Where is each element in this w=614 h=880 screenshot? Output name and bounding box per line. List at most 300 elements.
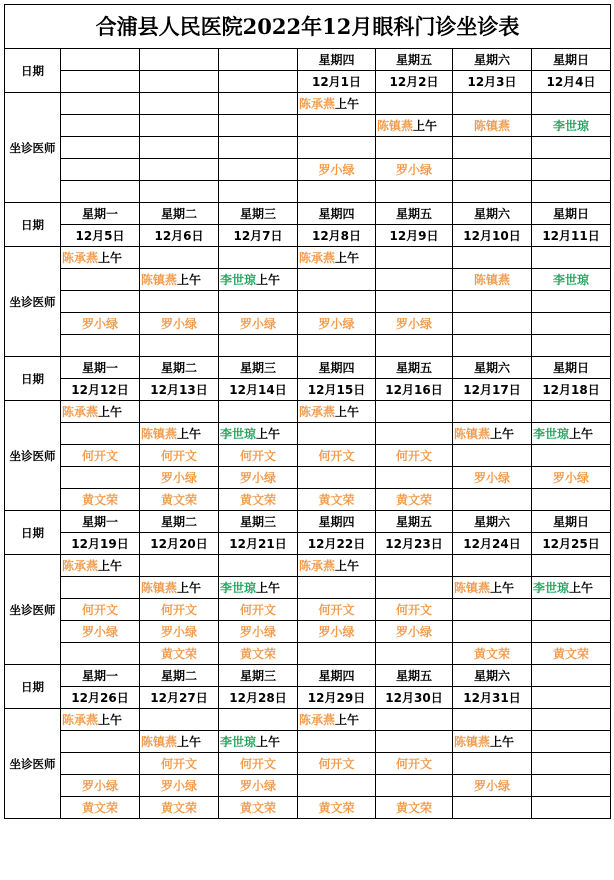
doctor-name: 陈承燕: [62, 250, 99, 265]
doctor-cell: [453, 401, 532, 423]
doctor-name: 黄文荣: [160, 646, 197, 661]
doctor-name: 何开文: [81, 602, 118, 617]
doctor-cell: [61, 467, 140, 489]
doctor-cell: [298, 159, 376, 181]
doctor-cell: [298, 489, 376, 511]
doctor-cell: [140, 577, 219, 599]
session-am-label: 上午: [569, 580, 594, 595]
session-am-label: 上午: [256, 272, 281, 287]
doctor-name: 罗小绿: [160, 778, 197, 793]
doctor-cell: [61, 93, 140, 115]
doctor-cell: [376, 489, 453, 511]
doctor-name: 黄文荣: [473, 646, 510, 661]
doctor-label: 坐诊医师: [5, 709, 61, 819]
doctor-cell: [140, 423, 219, 445]
date-cell: [140, 71, 219, 93]
doctor-cell: [532, 489, 611, 511]
doctor-cell: [140, 181, 219, 203]
doctor-name: 黄文荣: [81, 492, 118, 507]
session-am-label: 上午: [335, 712, 360, 727]
doctor-row: [5, 555, 611, 577]
doctor-cell: [376, 731, 453, 753]
doctor-name: 李世琼: [220, 272, 257, 287]
doctor-cell: [219, 621, 298, 643]
date-cell: 12月19日: [61, 533, 140, 555]
date-cell: 12月22日: [298, 533, 376, 555]
weekday-cell: [61, 49, 140, 71]
weekday-cell: 星期五: [376, 49, 453, 71]
doctor-name: 何开文: [160, 448, 197, 463]
weekday-cell: 星期日: [532, 357, 611, 379]
doctor-cell: [219, 269, 298, 291]
doctor-cell: [376, 467, 453, 489]
doctor-cell: [298, 643, 376, 665]
date-row: [5, 533, 611, 555]
doctor-cell: [298, 621, 376, 643]
doctor-name: 何开文: [318, 448, 355, 463]
doctor-cell: [532, 115, 611, 137]
date-cell: 12月9日: [376, 225, 453, 247]
date-row: [5, 71, 611, 93]
session-am-label: 上午: [98, 558, 123, 573]
doctor-row: [5, 577, 611, 599]
weekday-cell: 星期六: [453, 203, 532, 225]
doctor-cell: [298, 555, 376, 577]
doctor-cell: [453, 313, 532, 335]
doctor-cell: [219, 797, 298, 819]
doctor-cell: [61, 731, 140, 753]
date-cell: 12月23日: [376, 533, 453, 555]
date-cell: 12月6日: [140, 225, 219, 247]
doctor-cell: [61, 269, 140, 291]
doctor-cell: [61, 401, 140, 423]
doctor-cell: [61, 555, 140, 577]
doctor-name: 陈承燕: [299, 712, 336, 727]
doctor-cell: [298, 313, 376, 335]
doctor-name: 何开文: [395, 448, 432, 463]
doctor-cell: [140, 555, 219, 577]
date-label: 日期: [5, 665, 61, 709]
doctor-name: 罗小绿: [395, 162, 432, 177]
doctor-cell: [219, 467, 298, 489]
doctor-name: 何开文: [239, 756, 276, 771]
doctor-row: [5, 159, 611, 181]
doctor-cell: [298, 115, 376, 137]
doctor-cell: [532, 731, 611, 753]
doctor-name: 罗小绿: [239, 624, 276, 639]
session-am-label: 上午: [177, 734, 202, 749]
date-cell: 12月5日: [61, 225, 140, 247]
doctor-cell: [140, 775, 219, 797]
doctor-cell: [140, 445, 219, 467]
doctor-cell: [219, 247, 298, 269]
date-cell: 12月3日: [453, 71, 532, 93]
doctor-name: 何开文: [160, 602, 197, 617]
doctor-cell: [140, 269, 219, 291]
doctor-row: [5, 247, 611, 269]
session-am-label: 上午: [335, 404, 360, 419]
doctor-cell: [298, 797, 376, 819]
doctor-cell: [532, 181, 611, 203]
weekday-cell: 星期五: [376, 665, 453, 687]
date-cell: 12月30日: [376, 687, 453, 709]
doctor-cell: [61, 313, 140, 335]
doctor-cell: [453, 599, 532, 621]
doctor-row: [5, 401, 611, 423]
weekday-cell: [140, 49, 219, 71]
doctor-row: [5, 643, 611, 665]
doctor-row: [5, 181, 611, 203]
doctor-cell: [532, 423, 611, 445]
weekday-cell: 星期四: [298, 203, 376, 225]
weekday-cell: 星期四: [298, 357, 376, 379]
doctor-cell: [453, 159, 532, 181]
doctor-cell: [219, 115, 298, 137]
doctor-label: 坐诊医师: [5, 93, 61, 203]
doctor-name: 何开文: [318, 602, 355, 617]
doctor-row: [5, 335, 611, 357]
doctor-cell: [376, 643, 453, 665]
date-cell: 12月12日: [61, 379, 140, 401]
session-am-label: 上午: [177, 580, 202, 595]
doctor-name: 罗小绿: [239, 470, 276, 485]
doctor-name: 罗小绿: [473, 470, 510, 485]
doctor-name: 黄文荣: [318, 800, 355, 815]
date-label: 日期: [5, 511, 61, 555]
doctor-cell: [376, 423, 453, 445]
doctor-cell: [298, 467, 376, 489]
doctor-cell: [219, 423, 298, 445]
doctor-cell: [532, 577, 611, 599]
doctor-cell: [298, 709, 376, 731]
schedule-frame: [4, 4, 611, 819]
doctor-cell: [376, 159, 453, 181]
day-header-row: [5, 357, 611, 379]
doctor-name: 陈承燕: [299, 558, 336, 573]
day-header-row: [5, 511, 611, 533]
doctor-cell: [376, 137, 453, 159]
doctor-name: 何开文: [395, 602, 432, 617]
doctor-name: 李世琼: [220, 734, 257, 749]
session-am-label: 上午: [256, 734, 281, 749]
doctor-cell: [376, 753, 453, 775]
doctor-name: 李世琼: [553, 272, 590, 287]
doctor-cell: [532, 247, 611, 269]
date-cell: 12月24日: [453, 533, 532, 555]
page-title: 合浦县人民医院2022年12月眼科门诊坐诊表: [5, 5, 611, 49]
doctor-name: 陈承燕: [299, 250, 336, 265]
doctor-cell: [532, 467, 611, 489]
doctor-cell: [140, 489, 219, 511]
doctor-name: 陈承燕: [299, 96, 336, 111]
doctor-name: 陈镇燕: [141, 426, 178, 441]
doctor-cell: [298, 335, 376, 357]
doctor-cell: [376, 577, 453, 599]
doctor-name: 陈承燕: [62, 404, 99, 419]
date-cell: 12月31日: [453, 687, 532, 709]
weekday-cell: 星期日: [532, 511, 611, 533]
weekday-cell: 星期二: [140, 665, 219, 687]
doctor-name: 李世琼: [553, 118, 590, 133]
doctor-cell: [140, 621, 219, 643]
session-am-label: 上午: [335, 250, 360, 265]
doctor-cell: [140, 467, 219, 489]
doctor-cell: [61, 599, 140, 621]
doctor-name: 罗小绿: [160, 624, 197, 639]
doctor-cell: [219, 709, 298, 731]
doctor-cell: [61, 115, 140, 137]
doctor-name: 罗小绿: [553, 470, 590, 485]
doctor-cell: [61, 445, 140, 467]
doctor-name: 陈镇燕: [473, 272, 510, 287]
doctor-cell: [219, 643, 298, 665]
doctor-cell: [61, 489, 140, 511]
session-am-label: 上午: [490, 580, 515, 595]
doctor-name: 何开文: [395, 756, 432, 771]
doctor-cell: [453, 93, 532, 115]
session-am-label: 上午: [490, 734, 515, 749]
doctor-name: 罗小绿: [318, 162, 355, 177]
doctor-name: 黄文荣: [239, 492, 276, 507]
doctor-cell: [140, 753, 219, 775]
doctor-cell: [376, 797, 453, 819]
doctor-cell: [61, 775, 140, 797]
doctor-cell: [140, 137, 219, 159]
date-cell: 12月13日: [140, 379, 219, 401]
doctor-cell: [298, 445, 376, 467]
doctor-name: 何开文: [160, 756, 197, 771]
date-cell: 12月7日: [219, 225, 298, 247]
weekday-cell: 星期日: [532, 203, 611, 225]
doctor-cell: [219, 753, 298, 775]
doctor-cell: [219, 775, 298, 797]
doctor-cell: [219, 599, 298, 621]
doctor-cell: [219, 93, 298, 115]
doctor-cell: [532, 599, 611, 621]
doctor-cell: [298, 291, 376, 313]
doctor-cell: [453, 335, 532, 357]
doctor-cell: [453, 467, 532, 489]
doctor-row: [5, 599, 611, 621]
date-label: 日期: [5, 357, 61, 401]
doctor-row: [5, 797, 611, 819]
session-am-label: 上午: [335, 558, 360, 573]
doctor-name: 罗小绿: [81, 624, 118, 639]
doctor-cell: [140, 93, 219, 115]
doctor-cell: [532, 159, 611, 181]
doctor-name: 李世琼: [220, 580, 257, 595]
weekday-cell: 星期二: [140, 203, 219, 225]
doctor-cell: [453, 731, 532, 753]
day-header-row: [5, 665, 611, 687]
doctor-cell: [453, 621, 532, 643]
day-header-row: [5, 49, 611, 71]
doctor-cell: [532, 643, 611, 665]
doctor-cell: [532, 93, 611, 115]
date-cell: 12月29日: [298, 687, 376, 709]
doctor-cell: [532, 775, 611, 797]
date-cell: 12月27日: [140, 687, 219, 709]
doctor-name: 李世琼: [533, 580, 570, 595]
weekday-cell: 星期五: [376, 357, 453, 379]
doctor-cell: [140, 599, 219, 621]
doctor-row: [5, 115, 611, 137]
doctor-cell: [298, 423, 376, 445]
date-row: [5, 225, 611, 247]
doctor-cell: [453, 269, 532, 291]
doctor-name: 罗小绿: [160, 470, 197, 485]
doctor-cell: [61, 159, 140, 181]
doctor-name: 陈镇燕: [454, 580, 491, 595]
doctor-row: [5, 489, 611, 511]
weekday-cell: 星期五: [376, 203, 453, 225]
doctor-cell: [453, 489, 532, 511]
doctor-name: 陈镇燕: [473, 118, 510, 133]
doctor-cell: [219, 401, 298, 423]
weekday-cell: 星期三: [219, 357, 298, 379]
doctor-name: 何开文: [318, 756, 355, 771]
date-cell: 12月21日: [219, 533, 298, 555]
doctor-cell: [453, 291, 532, 313]
doctor-cell: [453, 797, 532, 819]
date-row: [5, 379, 611, 401]
doctor-cell: [376, 335, 453, 357]
doctor-cell: [219, 577, 298, 599]
doctor-row: [5, 269, 611, 291]
doctor-cell: [219, 335, 298, 357]
doctor-label: 坐诊医师: [5, 555, 61, 665]
doctor-name: 黄文荣: [395, 492, 432, 507]
weekday-cell: 星期二: [140, 511, 219, 533]
date-cell: 12月16日: [376, 379, 453, 401]
date-cell: 12月4日: [532, 71, 611, 93]
doctor-name: 黄文荣: [239, 646, 276, 661]
weekday-cell: 星期日: [532, 49, 611, 71]
date-cell: 12月15日: [298, 379, 376, 401]
doctor-cell: [298, 137, 376, 159]
doctor-cell: [532, 137, 611, 159]
doctor-cell: [219, 137, 298, 159]
doctor-cell: [140, 643, 219, 665]
doctor-cell: [140, 115, 219, 137]
doctor-cell: [532, 313, 611, 335]
weekday-cell: 星期二: [140, 357, 219, 379]
doctor-cell: [219, 313, 298, 335]
doctor-cell: [376, 555, 453, 577]
doctor-cell: [376, 445, 453, 467]
doctor-cell: [453, 753, 532, 775]
doctor-name: 黄文荣: [318, 492, 355, 507]
date-cell: [61, 71, 140, 93]
doctor-name: 李世琼: [533, 426, 570, 441]
doctor-name: 黄文荣: [81, 800, 118, 815]
session-am-label: 上午: [256, 580, 281, 595]
doctor-name: 陈镇燕: [141, 272, 178, 287]
schedule-table: [4, 4, 611, 819]
doctor-cell: [532, 621, 611, 643]
doctor-cell: [61, 753, 140, 775]
doctor-cell: [532, 291, 611, 313]
doctor-name: 陈镇燕: [141, 580, 178, 595]
weekday-cell: 星期三: [219, 665, 298, 687]
doctor-cell: [61, 577, 140, 599]
doctor-cell: [532, 445, 611, 467]
doctor-row: [5, 621, 611, 643]
doctor-row: [5, 423, 611, 445]
session-am-label: 上午: [98, 712, 123, 727]
doctor-name: 黄文荣: [239, 800, 276, 815]
doctor-cell: [376, 93, 453, 115]
doctor-cell: [140, 335, 219, 357]
weekday-cell: 星期六: [453, 357, 532, 379]
doctor-cell: [532, 269, 611, 291]
doctor-cell: [219, 489, 298, 511]
doctor-cell: [453, 709, 532, 731]
doctor-name: 罗小绿: [239, 778, 276, 793]
weekday-cell: 星期一: [61, 511, 140, 533]
doctor-name: 陈承燕: [62, 558, 99, 573]
doctor-cell: [453, 775, 532, 797]
weekday-cell: 星期四: [298, 49, 376, 71]
session-am-label: 上午: [98, 250, 123, 265]
doctor-name: 罗小绿: [473, 778, 510, 793]
doctor-name: 罗小绿: [395, 624, 432, 639]
doctor-name: 陈镇燕: [377, 118, 414, 133]
date-cell: 12月2日: [376, 71, 453, 93]
doctor-cell: [376, 709, 453, 731]
session-am-label: 上午: [490, 426, 515, 441]
doctor-cell: [219, 181, 298, 203]
doctor-cell: [453, 643, 532, 665]
doctor-cell: [140, 401, 219, 423]
session-am-label: 上午: [256, 426, 281, 441]
doctor-cell: [61, 643, 140, 665]
doctor-row: [5, 731, 611, 753]
doctor-cell: [532, 709, 611, 731]
doctor-cell: [298, 731, 376, 753]
doctor-name: 陈镇燕: [454, 734, 491, 749]
doctor-row: [5, 709, 611, 731]
doctor-cell: [61, 137, 140, 159]
weekday-cell: 星期四: [298, 511, 376, 533]
doctor-row: [5, 137, 611, 159]
doctor-name: 黄文荣: [395, 800, 432, 815]
day-header-row: [5, 203, 611, 225]
doctor-row: [5, 445, 611, 467]
doctor-cell: [376, 291, 453, 313]
doctor-cell: [140, 313, 219, 335]
session-am-label: 上午: [98, 404, 123, 419]
doctor-cell: [298, 93, 376, 115]
weekday-cell: 星期五: [376, 511, 453, 533]
doctor-cell: [61, 181, 140, 203]
date-cell: 12月25日: [532, 533, 611, 555]
doctor-name: 陈镇燕: [454, 426, 491, 441]
doctor-cell: [61, 797, 140, 819]
doctor-cell: [61, 247, 140, 269]
doctor-cell: [298, 269, 376, 291]
doctor-cell: [61, 335, 140, 357]
weekday-cell: 星期六: [453, 49, 532, 71]
doctor-cell: [298, 401, 376, 423]
doctor-cell: [298, 599, 376, 621]
session-am-label: 上午: [569, 426, 594, 441]
weekday-cell: 星期一: [61, 665, 140, 687]
doctor-name: 黄文荣: [160, 800, 197, 815]
doctor-cell: [376, 401, 453, 423]
weekday-cell: 星期三: [219, 511, 298, 533]
weekday-cell: 星期六: [453, 665, 532, 687]
